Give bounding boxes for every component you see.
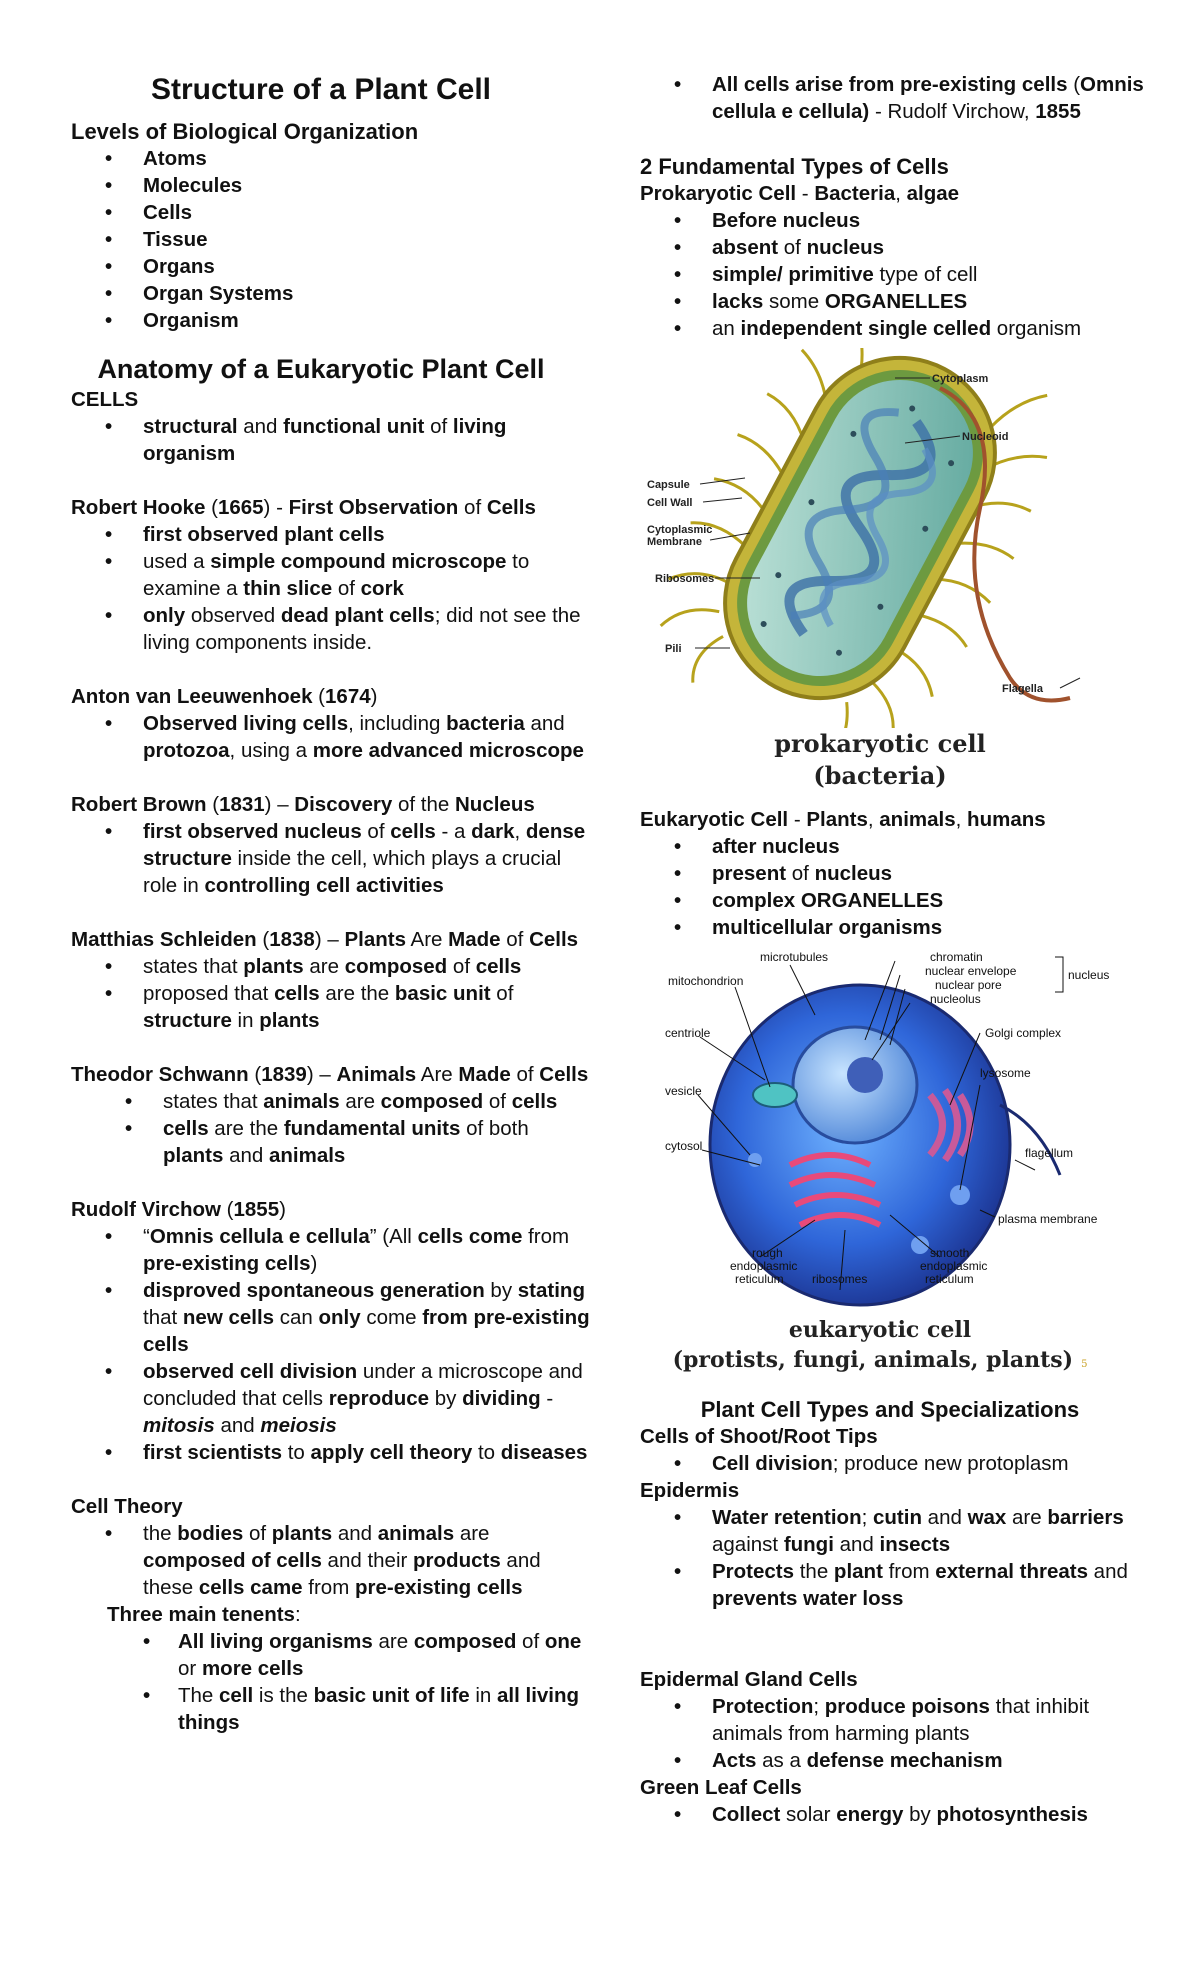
brown-heading: Robert Brown (1831) – Discovery of the Nucleus bbox=[71, 793, 535, 816]
list-item: • present of nucleus bbox=[640, 860, 1145, 887]
brown-list bbox=[71, 818, 591, 899]
list-item: • Acts as a defense mechanism bbox=[640, 1747, 1145, 1774]
label-plasma-membrane: plasma membrane bbox=[998, 1212, 1098, 1226]
label-smooth-reticulum: reticulum bbox=[925, 1272, 974, 1286]
label-nucleoid: Nucleoid bbox=[962, 431, 1009, 443]
virchow-list bbox=[71, 1223, 591, 1466]
list-item: • Molecules bbox=[71, 172, 591, 199]
green-leaf-heading: Green Leaf Cells bbox=[640, 1776, 802, 1799]
label-smooth-endoplasmic: endoplasmic bbox=[920, 1259, 988, 1273]
list-item: • states that animals are composed of cells bbox=[71, 1088, 591, 1115]
tenets-label: Three main tenents: bbox=[107, 1603, 301, 1626]
gland-heading: Epidermal Gland Cells bbox=[640, 1668, 858, 1691]
label-pili: Pili bbox=[665, 643, 682, 655]
tips-list bbox=[640, 1450, 1145, 1477]
list-item: • complex ORGANELLES bbox=[640, 887, 1145, 914]
cells-label: CELLS bbox=[71, 388, 139, 411]
list-item: • structural and functional unit of living organism bbox=[71, 413, 591, 467]
list-item: • “Omnis cellula e cellula” (All cells come from pre-existing cells) bbox=[71, 1223, 591, 1277]
list-item: • Protection; produce poisons that inhibit animals from harming plants bbox=[640, 1693, 1145, 1747]
hooke-list bbox=[71, 521, 591, 656]
label-chromatin: chromatin bbox=[930, 950, 983, 964]
eukaryotic-cell-diagram bbox=[640, 945, 1120, 1315]
label-flagella: Flagella bbox=[1002, 683, 1043, 695]
right-column bbox=[640, 0, 1145, 1828]
label-cytoplasm: Cytoplasm bbox=[932, 373, 989, 385]
label-vesicle: vesicle bbox=[665, 1084, 702, 1098]
types-heading: 2 Fundamental Types of Cells bbox=[640, 154, 949, 179]
list-item: • observed cell division under a microscope and concluded that cells reproduce by dividing - mitosis and meiosis bbox=[71, 1358, 591, 1439]
levels-heading: Levels of Biological Organization bbox=[71, 119, 419, 144]
list-item: • Organs bbox=[71, 253, 591, 280]
label-nucleus: nucleus bbox=[1068, 968, 1110, 982]
list-item: • Cell division; produce new protoplasm bbox=[640, 1450, 1145, 1477]
label-rough-reticulum: reticulum bbox=[735, 1272, 784, 1286]
list-item: • disproved spontaneous generation by stating that new cells can only come from pre-existing cells bbox=[71, 1277, 591, 1358]
list-item: • first scientists to apply cell theory to diseases bbox=[71, 1439, 591, 1466]
list-item: • proposed that cells are the basic unit of structure in plants bbox=[71, 980, 591, 1034]
label-nuclear-pore: nuclear pore bbox=[935, 978, 1002, 992]
list-item: • first observed nucleus of cells - a dark, dense structure inside the cell, which plays a crucial role in controlling cell activities bbox=[71, 818, 591, 899]
prokaryotic-heading: Prokaryotic Cell - Bacteria, algae bbox=[640, 182, 960, 205]
eukaryotic-caption-sub: (protists, fungi, animals, plants) 5 bbox=[672, 1347, 1088, 1373]
list-item: • states that plants are composed of cells bbox=[71, 953, 591, 980]
tenets-list bbox=[71, 1628, 591, 1736]
list-item: • Collect solar energy by photosynthesis bbox=[640, 1801, 1145, 1828]
plant-types-heading: Plant Cell Types and Specializations bbox=[700, 1397, 1080, 1422]
prokaryotic-cell-diagram bbox=[640, 348, 1120, 728]
page-title: Structure of a Plant Cell bbox=[150, 73, 492, 106]
virchow-heading: Rudolf Virchow (1855) bbox=[71, 1198, 286, 1221]
list-item: • Atoms bbox=[71, 145, 591, 172]
anatomy-heading: Anatomy of a Eukaryotic Plant Cell bbox=[97, 354, 545, 384]
list-item: • only observed dead plant cells; did not see the living components inside. bbox=[71, 602, 591, 656]
label-flagellum: flagellum bbox=[1025, 1146, 1074, 1160]
levels-list bbox=[71, 145, 591, 334]
list-item: • All living organisms are composed of one or more cells bbox=[71, 1628, 591, 1682]
cell-theory-heading: Cell Theory bbox=[71, 1495, 183, 1518]
tips-heading: Cells of Shoot/Root Tips bbox=[640, 1425, 878, 1448]
cell-theory-list bbox=[71, 1520, 591, 1601]
epidermis-list bbox=[640, 1504, 1145, 1612]
list-item: • multicellular organisms bbox=[640, 914, 1145, 941]
eukaryotic-caption: eukaryotic cell bbox=[788, 1317, 972, 1343]
leeuwenhoek-heading: Anton van Leeuwenhoek (1674) bbox=[71, 685, 378, 708]
epidermis-heading: Epidermis bbox=[640, 1479, 740, 1502]
list-item: • cells are the fundamental units of both plants and animals bbox=[71, 1115, 591, 1169]
label-rough-endoplasmic: endoplasmic bbox=[730, 1259, 798, 1273]
label-nucleolus: nucleolus bbox=[930, 992, 981, 1006]
list-item: • Water retention; cutin and wax are barriers against fungi and insects bbox=[640, 1504, 1145, 1558]
list-item: • The cell is the basic unit of life in all living things bbox=[71, 1682, 591, 1736]
list-item: • Before nucleus bbox=[640, 207, 1145, 234]
eukaryotic-list bbox=[640, 833, 1145, 941]
label-capsule: Capsule bbox=[647, 479, 690, 491]
label-mitochondrion: mitochondrion bbox=[668, 974, 744, 988]
label-centriole: centriole bbox=[665, 1026, 711, 1040]
leeuwenhoek-list bbox=[71, 710, 591, 764]
list-item: • an independent single celled organism bbox=[640, 315, 1145, 342]
prokaryotic-list bbox=[640, 207, 1145, 342]
list-item: • All cells arise from pre-existing cells (Omnis cellula e cellula) - Rudolf Virchow, 1855 bbox=[640, 71, 1145, 125]
list-item: • used a simple compound microscope to examine a thin slice of cork bbox=[71, 548, 591, 602]
label-microtubules: microtubules bbox=[760, 950, 829, 964]
label-golgi-complex: Golgi complex bbox=[985, 1026, 1062, 1040]
page-mark: 5 bbox=[1081, 1359, 1088, 1370]
label-lysosome: lysosome bbox=[980, 1066, 1031, 1080]
list-item: • Organ Systems bbox=[71, 280, 591, 307]
continued-list bbox=[640, 71, 1145, 125]
prokaryotic-caption-sub: (bacteria) bbox=[813, 761, 947, 790]
schleiden-heading: Matthias Schleiden (1838) – Plants Are Made of Cells bbox=[71, 928, 579, 951]
list-item: • after nucleus bbox=[640, 833, 1145, 860]
schwann-heading: Theodor Schwann (1839) – Animals Are Made of Cells bbox=[71, 1063, 589, 1086]
list-item: • Tissue bbox=[71, 226, 591, 253]
list-item: • absent of nucleus bbox=[640, 234, 1145, 261]
label-ribosomes-eu: ribosomes bbox=[812, 1272, 868, 1286]
label-rough: rough bbox=[752, 1246, 783, 1260]
list-item: • lacks some ORGANELLES bbox=[640, 288, 1145, 315]
list-item: • first observed plant cells bbox=[71, 521, 591, 548]
label-ribosomes: Ribosomes bbox=[655, 573, 715, 585]
schleiden-list bbox=[71, 953, 591, 1034]
eukaryotic-heading: Eukaryotic Cell - Plants, animals, humans bbox=[640, 808, 1046, 831]
hooke-heading: Robert Hooke (1665) - First Observation of Cells bbox=[71, 496, 536, 519]
cells-list bbox=[71, 413, 591, 467]
green-leaf-list bbox=[640, 1801, 1145, 1828]
list-item: • the bodies of plants and animals are composed of cells and their products and these cells came from pre-existing cells bbox=[71, 1520, 591, 1601]
label-smooth: smooth bbox=[930, 1246, 970, 1260]
list-item: • Organism bbox=[71, 307, 591, 334]
list-item: • Cells bbox=[71, 199, 591, 226]
gland-list bbox=[640, 1693, 1145, 1774]
list-item: • Protects the plant from external threats and prevents water loss bbox=[640, 1558, 1145, 1612]
label-membrane: Membrane bbox=[647, 536, 703, 548]
label-cell-wall: Cell Wall bbox=[647, 497, 693, 509]
list-item: • simple/ primitive type of cell bbox=[640, 261, 1145, 288]
schwann-list bbox=[71, 1088, 591, 1169]
left-column bbox=[71, 0, 591, 1736]
prokaryotic-caption: prokaryotic cell bbox=[774, 729, 986, 758]
label-nuclear-envelope: nuclear envelope bbox=[925, 964, 1017, 978]
list-item: • Observed living cells, including bacteria and protozoa, using a more advanced microscope bbox=[71, 710, 591, 764]
label-cytoplasmic: Cytoplasmic bbox=[647, 524, 713, 536]
label-cytosol: cytosol bbox=[665, 1139, 703, 1153]
